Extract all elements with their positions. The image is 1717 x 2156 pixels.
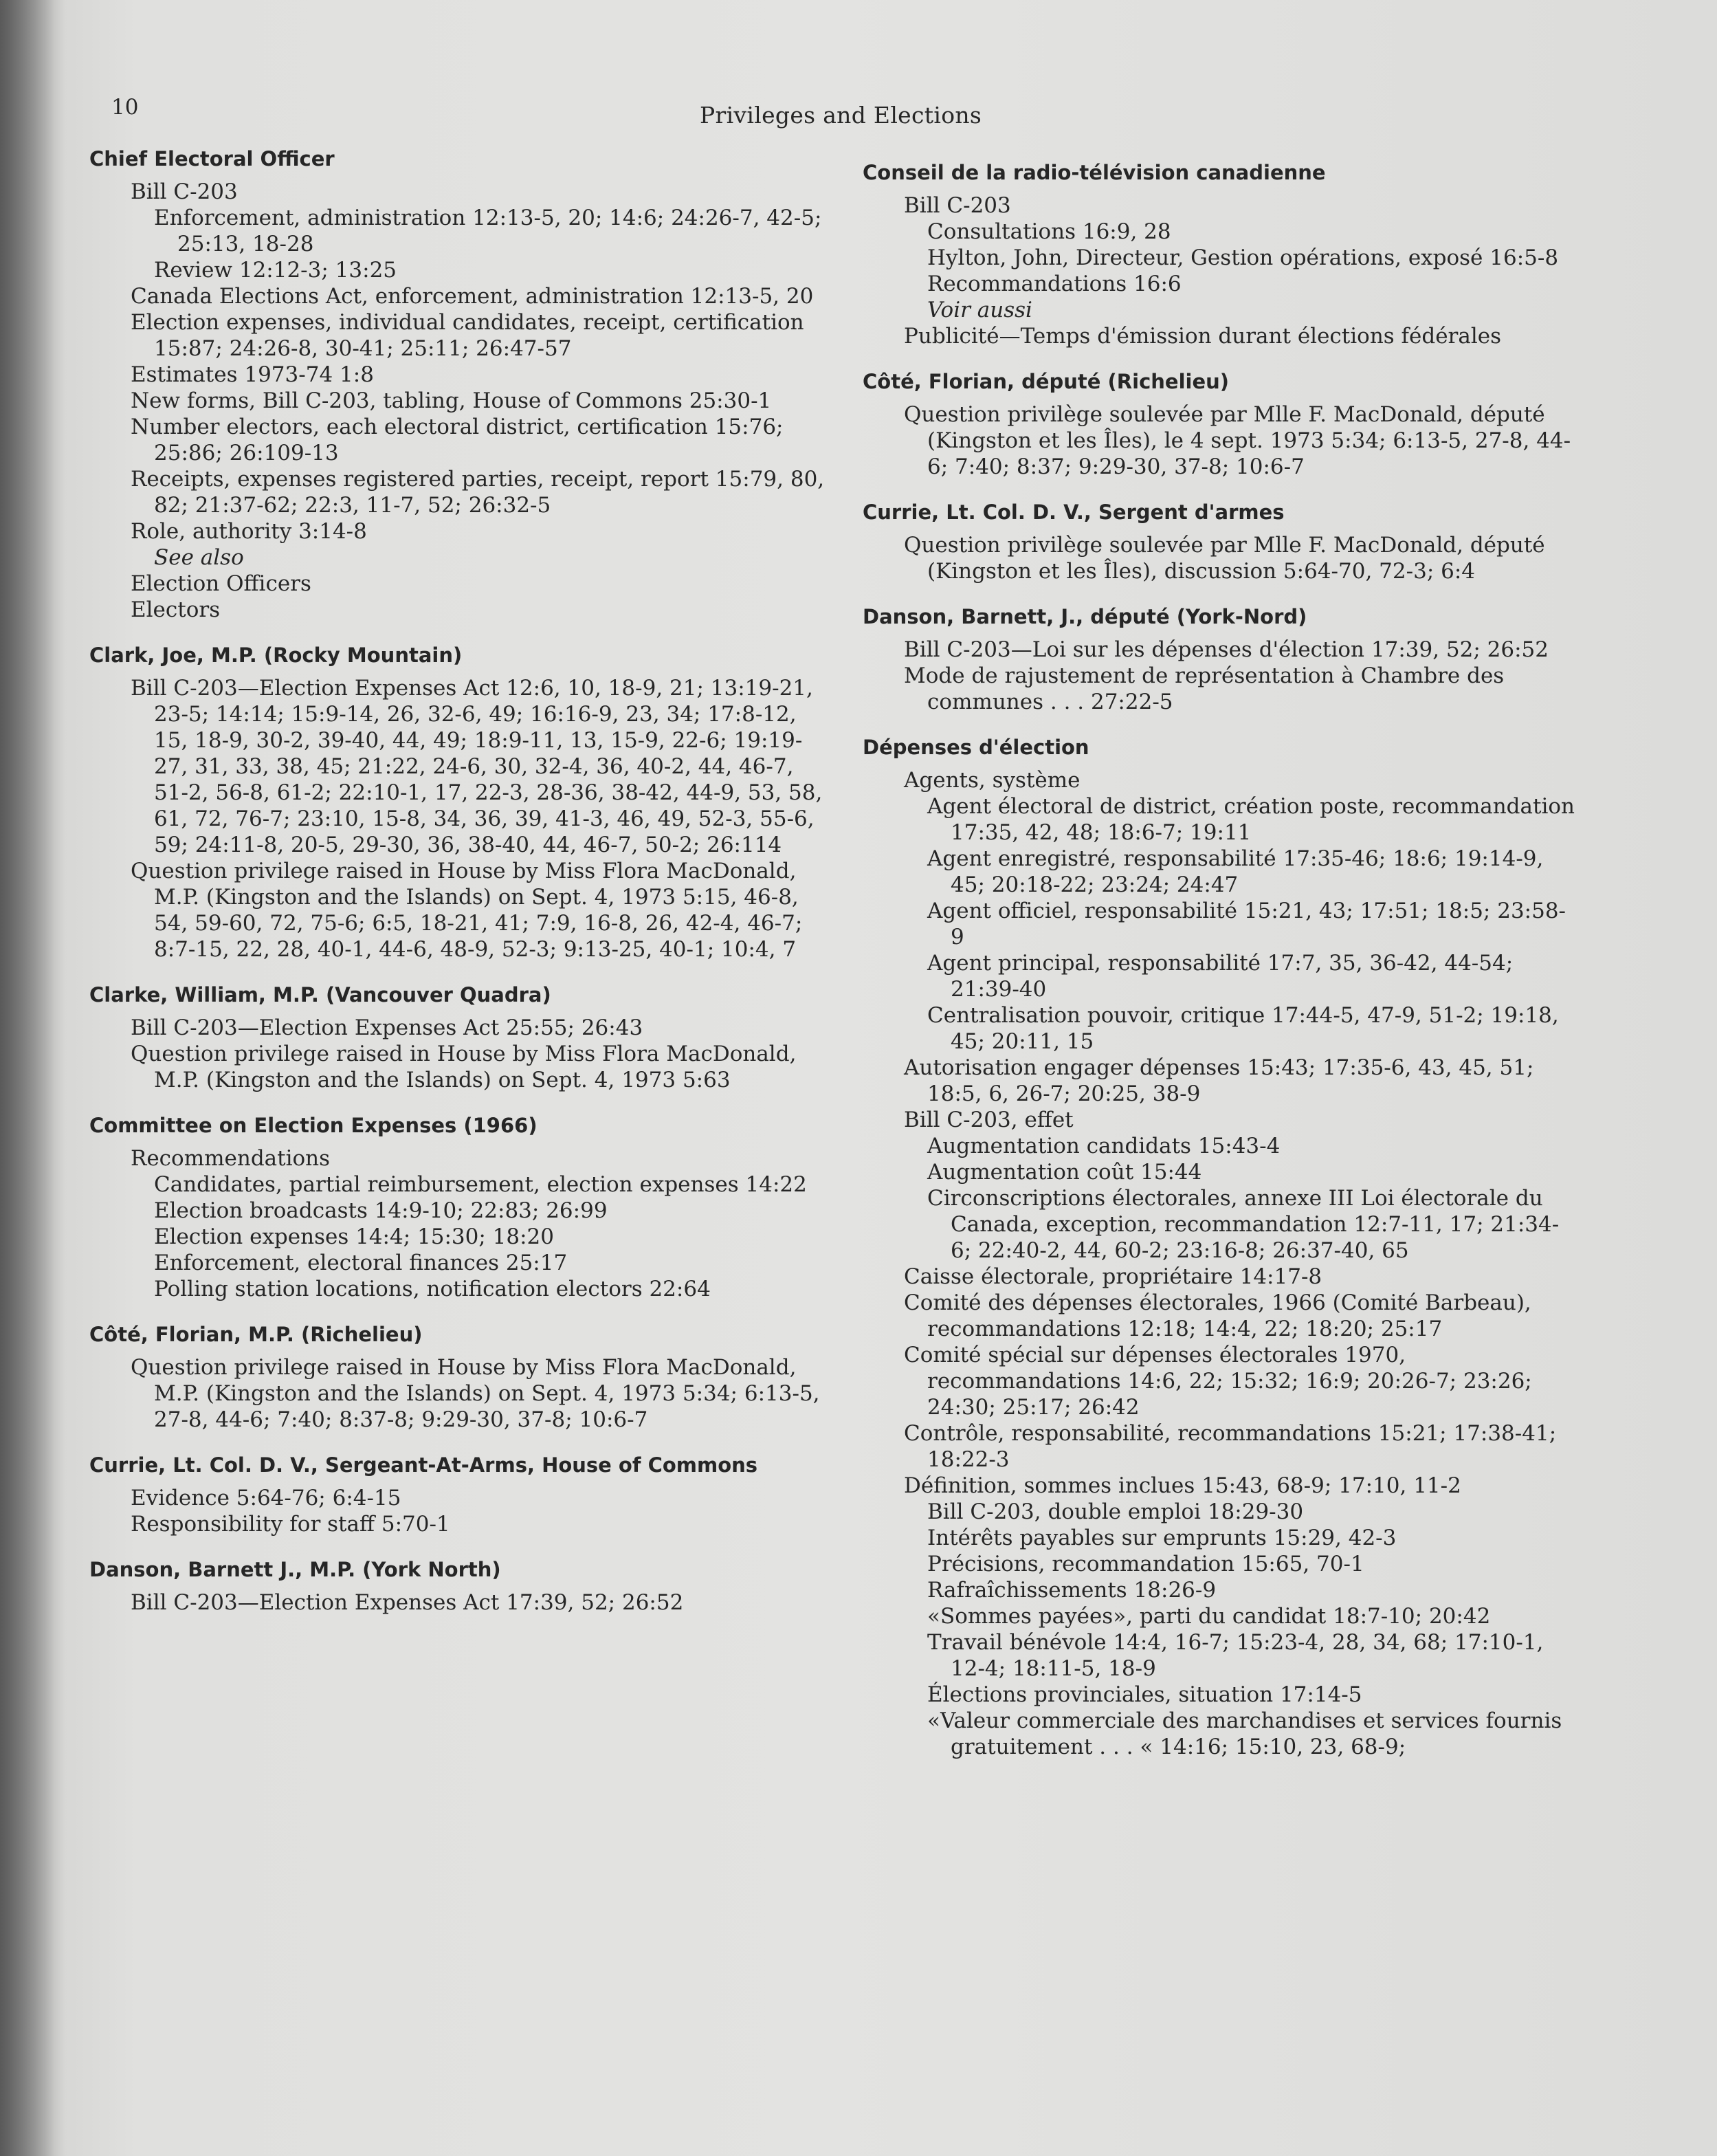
entry-line: Bill C-203 xyxy=(131,179,238,204)
subentry-line: Election expenses 14:4; 15:30; 18:20 xyxy=(154,1224,554,1249)
entry-line: Evidence 5:64-76; 6:4-15 xyxy=(131,1486,401,1510)
subentry-line: Agent officiel, responsabilité 15:21, 43; 17:51; 18:5; 23:58-9 xyxy=(927,899,1566,949)
entry-line: Bill C-203—Election Expenses Act 17:39, 52; 26:52 xyxy=(131,1590,684,1615)
entry-line: Définition, sommes inclues 15:43, 68-9; 17:10, 11-2 xyxy=(904,1473,1461,1498)
entry-line: Estimates 1973-74 1:8 xyxy=(131,362,374,387)
subentry-line: Consultations 16:9, 28 xyxy=(927,219,1171,244)
subentry-line: Enforcement, administration 12:13-5, 20; 14:6; 24:26-7, 42-5; 25:13, 18-28 xyxy=(154,206,829,256)
index-entry xyxy=(89,1112,832,1302)
entry-line: Question privilege raised in House by Miss Flora MacDonald, M.P. (Kingston and the Islands) on Sept. 4, 1973 5:15, 46-8, 54, 59-60, 72, 75-6; 6:5, 18-21, 41; 7:9, 16-8, 26, 42-4, 46-7; 8:7-15, 22, 28, 40-1, 44-6, 48-9, 52-3; 9:13-25, 40-1; 10:4, 7 xyxy=(131,859,810,962)
entry-line: New forms, Bill C-203, tabling, House of Commons 25:30-1 xyxy=(131,388,772,413)
subentry-line: Centralisation pouvoir, critique 17:44-5, 47-9, 51-2; 19:18, 45; 20:11, 15 xyxy=(927,1003,1566,1054)
index-entry xyxy=(89,642,832,962)
subentry-line: Intérêts payables sur emprunts 15:29, 42-3 xyxy=(927,1526,1397,1550)
subentry-line: Agent enregistré, responsabilité 17:35-46; 18:6; 19:14-9, 45; 20:18-22; 23:24; 24:47 xyxy=(927,846,1551,897)
subentry-line: Agent principal, responsabilité 17:7, 35, 36-42, 44-54; 21:39-40 xyxy=(927,951,1520,1002)
subentry-line: Augmentation candidats 15:43-4 xyxy=(927,1134,1281,1158)
entry-line: Electors xyxy=(131,597,221,622)
index-entry xyxy=(89,1321,832,1433)
entry-line: Comité spécial sur dépenses électorales 1970, recommandations 14:6, 22; 15:32; 16:9; 20:26-7; 23:26; 24:30; 25:17; 26:42 xyxy=(904,1343,1539,1420)
subentry-line: Enforcement, electoral finances 25:17 xyxy=(154,1251,568,1275)
entry-line: Question privilège soulevée par Mlle F. MacDonald, député (Kingston et les Îles), discussion 5:64-70, 72-3; 6:4 xyxy=(904,533,1552,584)
entry-line: Canada Elections Act, enforcement, administration 12:13-5, 20 xyxy=(131,284,814,309)
subentry-line: Élections provinciales, situation 17:14-5 xyxy=(927,1682,1362,1707)
entry-line: Question privilege raised in House by Miss Flora MacDonald, M.P. (Kingston and the Islands) on Sept. 4, 1973 5:63 xyxy=(131,1042,804,1092)
subentry-line: Augmentation coût 15:44 xyxy=(927,1160,1202,1185)
subentry-line: Recommandations 16:6 xyxy=(927,272,1182,296)
entry-line: Bill C-203—Loi sur les dépenses d'élection 17:39, 52; 26:52 xyxy=(904,637,1549,662)
entry-line: Number electors, each electoral district, certification 15:76; 25:86; 26:109-13 xyxy=(131,415,790,465)
index-entry xyxy=(863,368,1577,480)
subentry-line: Bill C-203, double emploi 18:29-30 xyxy=(927,1499,1304,1524)
entry-line: Role, authority 3:14-8 xyxy=(131,519,367,544)
subentry-line: See also xyxy=(154,545,244,570)
subentry-line: Circonscriptions électorales, annexe III Loi électorale du Canada, exception, recommandation 12:7-11, 17; 21:34-6; 22:40-2, 44, 60-2; 23:16-8; 26:37-40, 65 xyxy=(927,1186,1560,1263)
subentry-line: «Sommes payées», parti du candidat 18:7-10; 20:42 xyxy=(927,1604,1491,1629)
index-entry xyxy=(863,160,1577,349)
subentry-line: Travail bénévole 14:4, 16-7; 15:23-4, 28, 34, 68; 17:10-1, 12-4; 18:11-5, 18-9 xyxy=(927,1630,1551,1681)
running-title: Privileges and Elections xyxy=(700,102,982,129)
entry-line: Receipts, expenses registered parties, receipt, report 15:79, 80, 82; 21:37-62; 22:3, 11-7, 52; 26:32-5 xyxy=(131,467,832,518)
entry-heading: Danson, Barnett J., M.P. (York North) xyxy=(89,1558,501,1581)
entry-line: Bill C-203, effet xyxy=(904,1108,1074,1132)
entry-line: Publicité—Temps d'émission durant élections fédérales xyxy=(904,324,1502,349)
entry-heading: Clark, Joe, M.P. (Rocky Mountain) xyxy=(89,644,463,667)
entry-heading: Côté, Florian, député (Richelieu) xyxy=(863,370,1230,393)
entry-line: Comité des dépenses électorales, 1966 (Comité Barbeau), recommandations 12:18; 14:4, 22; 18:20; 25:17 xyxy=(904,1290,1538,1341)
entry-line: Agents, système xyxy=(904,768,1081,793)
index-entry xyxy=(89,146,832,623)
entry-line: Question privilège soulevée par Mlle F. MacDonald, député (Kingston et les Îles), le 4 sept. 1973 5:34; 6:13-5, 27-8, 44-6; 7:40; 8:37; 9:29-30, 37-8; 10:6-7 xyxy=(904,402,1571,479)
index-entry xyxy=(89,982,832,1093)
entry-heading: Dépenses d'élection xyxy=(863,736,1089,759)
index-entry xyxy=(89,1452,832,1537)
entry-line: Bill C-203 xyxy=(904,193,1011,218)
index-column-right xyxy=(863,160,1582,1779)
subentry-line: Agent électoral de district, création poste, recommandation 17:35, 42, 48; 18:6-7; 19:11 xyxy=(927,794,1582,845)
entry-heading: Conseil de la radio-télévision canadienne xyxy=(863,161,1326,184)
subentry-line: Voir aussi xyxy=(927,298,1032,322)
index-column-left xyxy=(89,146,832,1635)
index-entry xyxy=(863,734,1582,1760)
entry-heading: Côté, Florian, M.P. (Richelieu) xyxy=(89,1323,423,1346)
index-entry xyxy=(89,1556,832,1616)
binding-shadow xyxy=(0,0,65,2156)
entry-heading: Danson, Barnett, J., député (York-Nord) xyxy=(863,605,1307,628)
subentry-line: Review 12:12-3; 13:25 xyxy=(154,258,397,283)
subentry-line: Candidates, partial reimbursement, election expenses 14:22 xyxy=(154,1172,807,1197)
subentry-line: «Valeur commerciale des marchandises et services fournis gratuitement . . . « 14:16; 15:10, 23, 68-9; xyxy=(927,1708,1569,1759)
entry-line: Caisse électorale, propriétaire 14:17-8 xyxy=(904,1264,1322,1289)
subentry-line: Hylton, John, Directeur, Gestion opérations, exposé 16:5-8 xyxy=(927,245,1559,270)
entry-line: Election expenses, individual candidates, receipt, certification 15:87; 24:26-8, 30-41; 25:11; 26:47-57 xyxy=(131,310,811,361)
subentry-line: Rafraîchissements 18:26-9 xyxy=(927,1578,1217,1603)
entry-line: Mode de rajustement de représentation à Chambre des communes . . . 27:22-5 xyxy=(904,663,1511,714)
index-entry xyxy=(863,499,1577,584)
entry-line: Question privilege raised in House by Miss Flora MacDonald, M.P. (Kingston and the Islands) on Sept. 4, 1973 5:34; 6:13-5, 27-8, 44-6; 7:40; 8:37-8; 9:29-30, 37-8; 10:6-7 xyxy=(131,1355,827,1432)
entry-line: Bill C-203—Election Expenses Act 12:6, 10, 18-9, 21; 13:19-21, 23-5; 14:14; 15:9-14, 26, 32-6, 49; 16:16-9, 23, 34; 17:8-12, 15, 18-9, 30-2, 39-40, 44, 49; 18:9-11, 13, 15-9, 22-6; 19:19-27, 31, 33, 38, 45; 21:22, 24-6, 30, 32-4, 36, 40-2, 44, 46-7, 51-2, 56-8, 61-2; 22:10-1, 17, 22-3, 28-36, 38-42, 44-9, 53, 58, 61, 72, 76-7; 23:10, 15-8, 34, 36, 39, 41-3, 46, 49, 52-3, 55-6, 59; 24:11-8, 20-5, 29-30, 36, 38-40, 44, 46-7, 50-2; 26:114 xyxy=(131,676,830,857)
entry-line: Contrôle, responsabilité, recommandations 15:21; 17:38-41; 18:22-3 xyxy=(904,1421,1564,1472)
subentry-line: Précisions, recommandation 15:65, 70-1 xyxy=(927,1552,1364,1576)
entry-line: Responsibility for staff 5:70-1 xyxy=(131,1512,450,1537)
entry-heading: Currie, Lt. Col. D. V., Sergeant-At-Arms, House of Commons xyxy=(89,1453,758,1477)
page-number: 10 xyxy=(111,95,139,120)
entry-heading: Clarke, William, M.P. (Vancouver Quadra) xyxy=(89,983,551,1006)
entry-line: Bill C-203—Election Expenses Act 25:55; 26:43 xyxy=(131,1015,643,1040)
subentry-line: Election broadcasts 14:9-10; 22:83; 26:99 xyxy=(154,1198,608,1223)
entry-heading: Currie, Lt. Col. D. V., Sergent d'armes xyxy=(863,500,1285,524)
index-entry xyxy=(863,604,1577,715)
entry-line: Autorisation engager dépenses 15:43; 17:35-6, 43, 45, 51; 18:5, 6, 26-7; 20:25, 38-9 xyxy=(904,1055,1541,1106)
entry-line: Election Officers xyxy=(131,571,311,596)
entry-line: Recommendations xyxy=(131,1146,331,1171)
entry-heading: Chief Electoral Officer xyxy=(89,147,335,170)
subentry-line: Polling station locations, notification electors 22:64 xyxy=(154,1277,711,1301)
entry-heading: Committee on Election Expenses (1966) xyxy=(89,1114,538,1137)
